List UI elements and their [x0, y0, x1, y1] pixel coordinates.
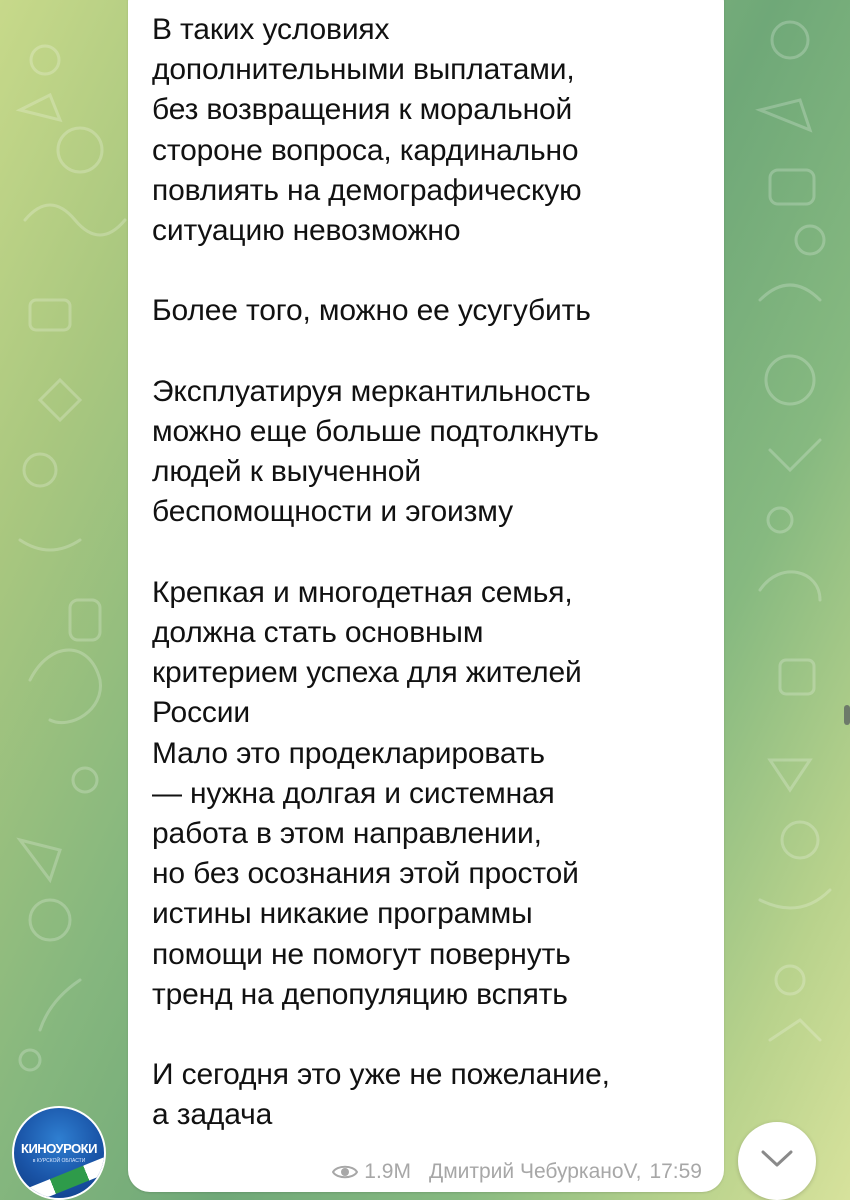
message-time: 17:59 — [649, 1160, 702, 1183]
views-count: 1.9M — [364, 1160, 411, 1183]
channel-avatar[interactable] — [12, 1106, 106, 1200]
author-signature: Дмитрий ЧебурканоV, — [428, 1160, 642, 1183]
eye-icon — [332, 1163, 358, 1181]
avatar-subtitle: в КУРСКОЙ ОБЛАСТИ — [32, 1158, 86, 1164]
scroll-down-button[interactable] — [738, 1122, 816, 1200]
message-bubble[interactable] — [128, 0, 724, 1192]
message-text: В таких условиях дополнительными выплатами, без возвращения к моральной стороне вопроса, кардинально повлиять на демографическую ситуацию невозможно Более того, можно ее усугубить Эксплуатируя меркантильность можно еще больше подтолкнуть людей к выученной беспомощности и эгоизму Крепкая и многодетная семья, должна стать основным критерием успеха для жителей России Мало это продекларировать — нужна долгая и системная работа в этом направлении, но без осознания этой простой истины никакие программы помощи не помогут повернуть тренд на депопуляцию вспять И сегодня это уже не пожелание, а задача — [152, 13, 610, 1132]
chevron-down-icon — [760, 1149, 794, 1174]
scrollbar-thumb[interactable] — [844, 705, 850, 725]
views-counter — [332, 1160, 411, 1184]
message-meta — [332, 1157, 702, 1187]
avatar-name: КИНОУРОКИ — [21, 1141, 97, 1156]
